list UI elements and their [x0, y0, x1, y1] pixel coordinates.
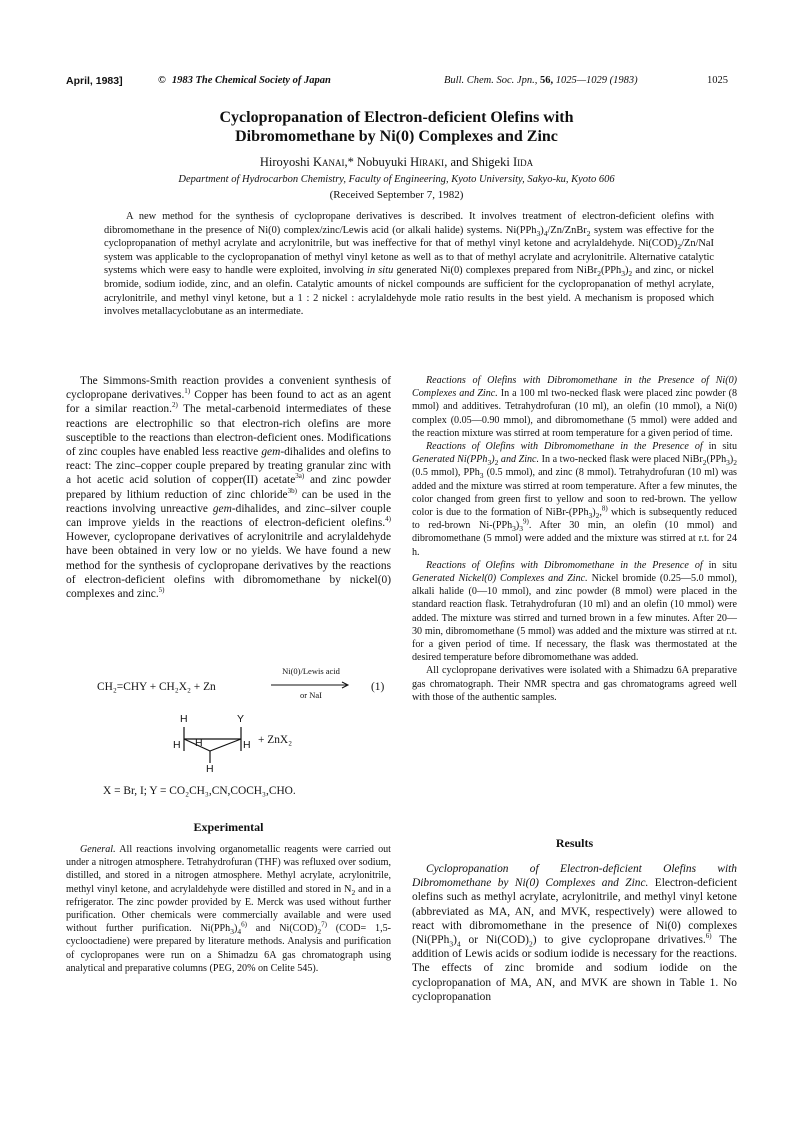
affiliation: Department of Hydrocarbon Chemistry, Faculty of Engineering, Kyoto University, Sakyo-ku, Kyoto 606 — [178, 174, 615, 185]
experimental-procedures: Reactions of Olefins with Dibromomethane in the Presence of Ni(0) Complexes and Zinc. In a 100 ml two-necked flask were placed zinc powder (8 mmol) and additives. Tetrahydrofuran (10 ml), an olefin (10 mmol), a Ni(0) complex (0.05—0.90 mmol), and dibromomethane (5 mmol) were added and the reaction mixture was stirred at room temperature for a given period of time. Reactions of Olefins with Dibromomethane in the Presence of in situ Generated $Ni(PPh_3)_2$ and Zinc. In a two-necked flask were placed $NiBr_2(PPh_3)_2$ (0.5 mmol), PPh$_3$ (0.5 mmol), and zinc (8 mmol). Tetrahydrofuran (10 ml) was added and the mixture was stirred at room temperature. After a few minutes, the color changed from green first to yellow and soon to red-brown. The yellow color is due to the formation of NiBr-$(PPh_3)_2,^{8)}$ which is subsequently reduced to red-brown $Ni-(PPh_3)_3^{9)}$. After 30 min, an olefin (10 mmol) and dibromomethane (5 mmol) were added and the mixture was stirred at r.t. for 24 h. Reactions of Olefins with Dibromomethane in the Presence of in situ Generated Nickel(0) Complexes and Zinc. Nickel bromide (0.25—5.0 mmol), alkali halide (0—10 mmol), and zinc powder (8 mmol) were placed in the standard reaction flask. Tetrahydrofuran (10 ml) and an olefin (10 mmol) were added. The mixture was stirred and turned brown in a few minutes. After 20—30 min, dibromomethane (5 mmol) was added and the mixture was stirred at r.t. for a given period of time. If necessary, the flask was thermostated at the desired temperature before dibromomethane was added. All cyclopropane derivatives were isolated with a Shimadzu 6A preparative gas chromatograph. Their NMR spectra and gas chromatograms agreed well with those of the authentic samples. — [412, 375, 737, 703]
catalyst-label: Ni(0)/Lewis acid — [282, 666, 340, 676]
abstract: A new method for the synthesis of cyclopropane derivatives is described. It involves treatment of electron-deficient olefins with dibromomethane in the presence of Ni(0) complex/zinc/Lewis acid (or alkali halide) systems. $Ni(PPh_3)_4/Zn/ZnBr_2$ system was effective for the cyclopropanation of methyl acrylate and acrylonitrile, but was ineffective for that of methyl vinyl ketone and acrylaldehyde. $Ni(COD)_2/Zn$/NaI system was applicable to the cyclopropanation of methyl vinyl ketone as well as to that of methyl acrylate and acrylonitrile. Alternative catalytic systems which were easy to handle were exploited, involving in situ generated Ni(0) complexes prepared from $NiBr_2(PPh_3)_2$ and zinc, or nickel bromide, sodium iodide, zinc, and an olefin. Catalytic amounts of nickel compounds are sufficient for the cyclopropanation of methyl acrylate, acrylonitrile, and methyl vinyl ketone, but a 1 : 2 nickel : acrylaldehyde mole ratio results in the best yield. A mechanism is proposed which involves metallacyclobutane as an intermediate. — [104, 211, 714, 318]
catalyst-alt-label: or NaI — [300, 690, 322, 700]
page-range: 1025—1029 (1983) — [555, 75, 638, 86]
intro-paragraph: The Simmons-Smith reaction provides a convenient synthesis of cyclopropane derivatives.$^{1)}$ Copper has been found to act as an agent for a similar reaction.$^{2)}$ The metal-carbenoid intermediates of these reactions are electrophilic so that electron-rich olefins are more susceptible to the reactions than electron-deficient ones. Modifications of zinc couples have enabled less reactive gem-dihalides and olefins to react: The zinc–copper couple prepared by treating granular zinc with a hot acetic acid solution of copper(II) acetate$^{3a)}$ and zinc powder prepared by lithium reduction of zinc chloride$^{3b)}$ can be used in the reactions involving unreactive gem-dihalides, and zinc–silver couple can improve yields in the reactions of electron-deficient olefins.$^{4)}$ However, cyclopropane derivatives of acrylonitrile and acrylaldehyde have been obtained in very low or no yields. We have found a new method for the synthesis of cyclopropane derivatives by the reactions of electron-deficient olefins with dibromomethane by nickel(0) complexes and zinc.$^{5)}$ — [66, 375, 391, 601]
paper-title — [0, 108, 793, 146]
title-line-2: Dibromomethane by Ni(0) Complexes and Zinc — [235, 128, 558, 145]
copyright-symbol: © — [158, 75, 166, 86]
cyclopropane-structure: H Y H H H H — [170, 717, 250, 782]
results-heading: Results — [555, 836, 594, 850]
experimental-heading: Experimental — [193, 820, 264, 834]
equation-reactants: CH₂=CHY + CH₂X₂ + Zn — [97, 681, 216, 693]
experimental-general: General. All reactions involving organometallic reagents were carried out under a nitrogen atmosphere. Tetrahydrofuran (THF) was refluxed over sodium, distilled, and stored in a nitrogen atmosphere. Methyl acrylate, acrylonitrile, methyl vinyl ketone, and acrylaldehyde were distilled and stored in $N_2$ and in a refrigerator. The zinc powder provided by E. Merck was used without further purification. Other chemicals were commercially available and were used without further purification. $Ni(PPh_3)_4^{6)}$ and $Ni(COD)_2^{7)}$ (COD= 1,5-cyclooctadiene) were prepared by literature methods. Analysis and purification of cyclopropanes were run on a Shimadzu 6A gas chromatograph using analytical and preparative columns (PEG, 20% on Celite 545). — [66, 844, 392, 974]
header-copyright — [158, 75, 331, 86]
volume: 56, — [539, 75, 554, 86]
title-line-1: Cyclopropanation of Electron-deficient Olefins with — [219, 109, 574, 126]
received-date: (Received September 7, 1982) — [329, 189, 464, 201]
equation-number: (1) — [371, 681, 385, 693]
results-paragraph: Cyclopropanation of Electron-deficient Olefins with Dibromomethane by Ni(0) Complexes and Zinc. Electron-deficient olefins such as methyl acrylate, acrylonitrile, and methyl vinyl ketone (abbreviated as MA, AN, and MVK, respectively) were allowed to react with dibromomethane in the presence of Ni(0) complexes ($Ni(PPh_3)_4$ or $Ni(COD)_2$) to give cyclopropane drivatives.$^{6)}$ The addition of Lewis acids or sodium iodide is necessary for the reactions. The effects of zinc bromide and sodium iodide on the cyclopropanation of MA, AN, and MVK are shown in Table 1. No cyclopropanation — [412, 863, 737, 1003]
copyright-text: 1983 The Chemical Society of Japan — [171, 75, 331, 86]
product-byproduct: + ZnX₂ — [258, 734, 293, 746]
substituent-definition: X = Br, I; Y = CO₂CH₃,CN,COCH₃,CHO. — [103, 785, 296, 797]
header-citation — [444, 75, 638, 86]
page-number: 1025 — [707, 75, 728, 86]
authors: Hiroyoshi Kanai,* Nobuyuki Hiraki, and Shigeki Iida — [259, 155, 534, 169]
header-date: April, 1983] — [66, 75, 123, 87]
journal-name: Bull. Chem. Soc. Jpn., — [444, 75, 538, 86]
